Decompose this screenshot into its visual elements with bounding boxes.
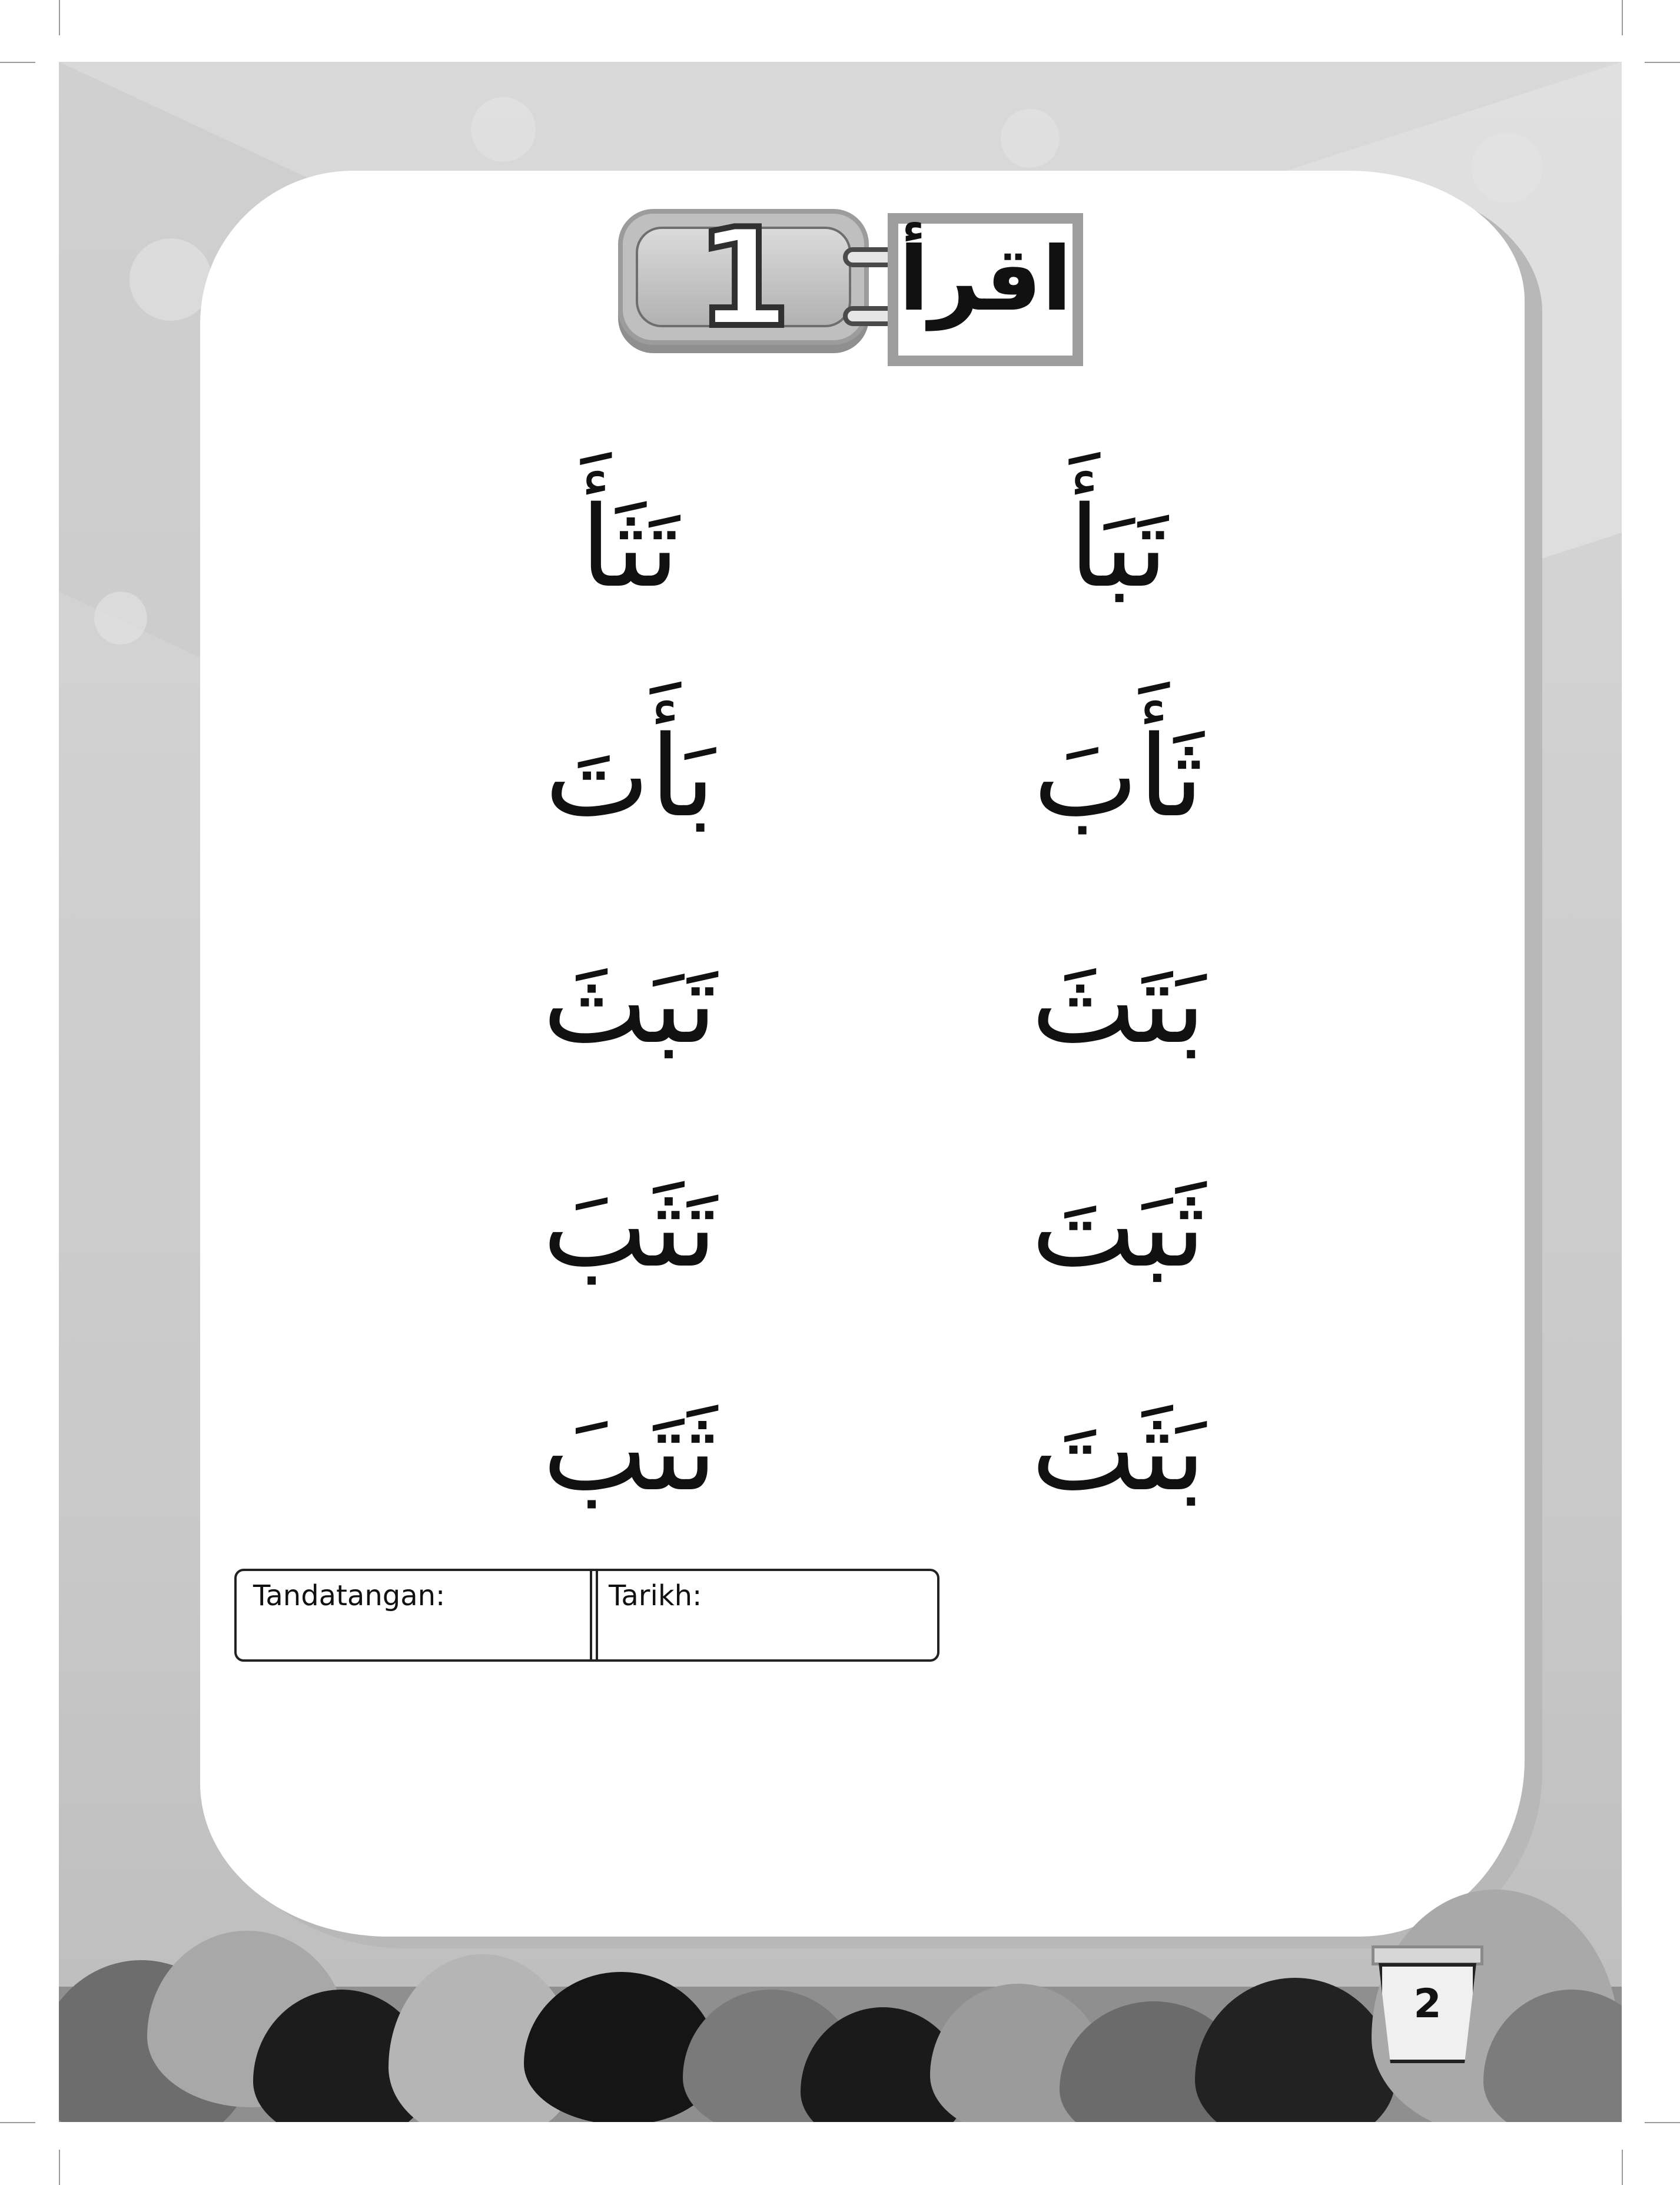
word-left-2: بَأَتَ	[544, 712, 715, 842]
word-left-4: تَثَبَ	[542, 1162, 718, 1292]
background-dot	[1001, 109, 1060, 168]
content-card	[200, 171, 1525, 1937]
word-right-3: بَتَثَ	[1031, 938, 1206, 1068]
crop-mark	[0, 2122, 35, 2123]
signature-label: Tandatangan:	[253, 1579, 446, 1612]
crop-mark	[59, 0, 60, 35]
page-title: اقرأ	[898, 228, 1073, 331]
background-dot	[1472, 132, 1542, 203]
title-tag	[888, 213, 1083, 366]
background-dot	[471, 97, 536, 162]
crop-mark	[0, 62, 35, 63]
word-right-4: ثَبَتَ	[1031, 1162, 1206, 1292]
crop-mark	[1622, 2150, 1623, 2185]
crop-mark	[1622, 0, 1623, 35]
signature-date-box	[234, 1569, 939, 1662]
word-left-1: تَثَأَ	[580, 482, 680, 612]
badge-lip	[1372, 1945, 1483, 1965]
lesson-number: 1	[696, 200, 791, 357]
page-number-badge	[1372, 1945, 1483, 2063]
crop-mark	[59, 2150, 60, 2185]
crop-mark	[1645, 62, 1680, 63]
word-left-3: تَبَثَ	[542, 938, 718, 1068]
lesson-number-plate	[618, 200, 869, 357]
box-divider	[590, 1571, 598, 1659]
page-number: 2	[1413, 1981, 1442, 2027]
crop-mark	[1645, 2122, 1680, 2123]
word-right-1: تَبَأَ	[1068, 482, 1168, 612]
word-right-5: بَثَتَ	[1031, 1386, 1206, 1516]
date-label: Tarikh:	[609, 1579, 702, 1612]
word-right-2: ثَأَبَ	[1033, 712, 1204, 842]
background-dot	[94, 592, 147, 645]
word-left-5: ثَتَبَ	[542, 1386, 718, 1516]
background-dot	[130, 238, 212, 321]
